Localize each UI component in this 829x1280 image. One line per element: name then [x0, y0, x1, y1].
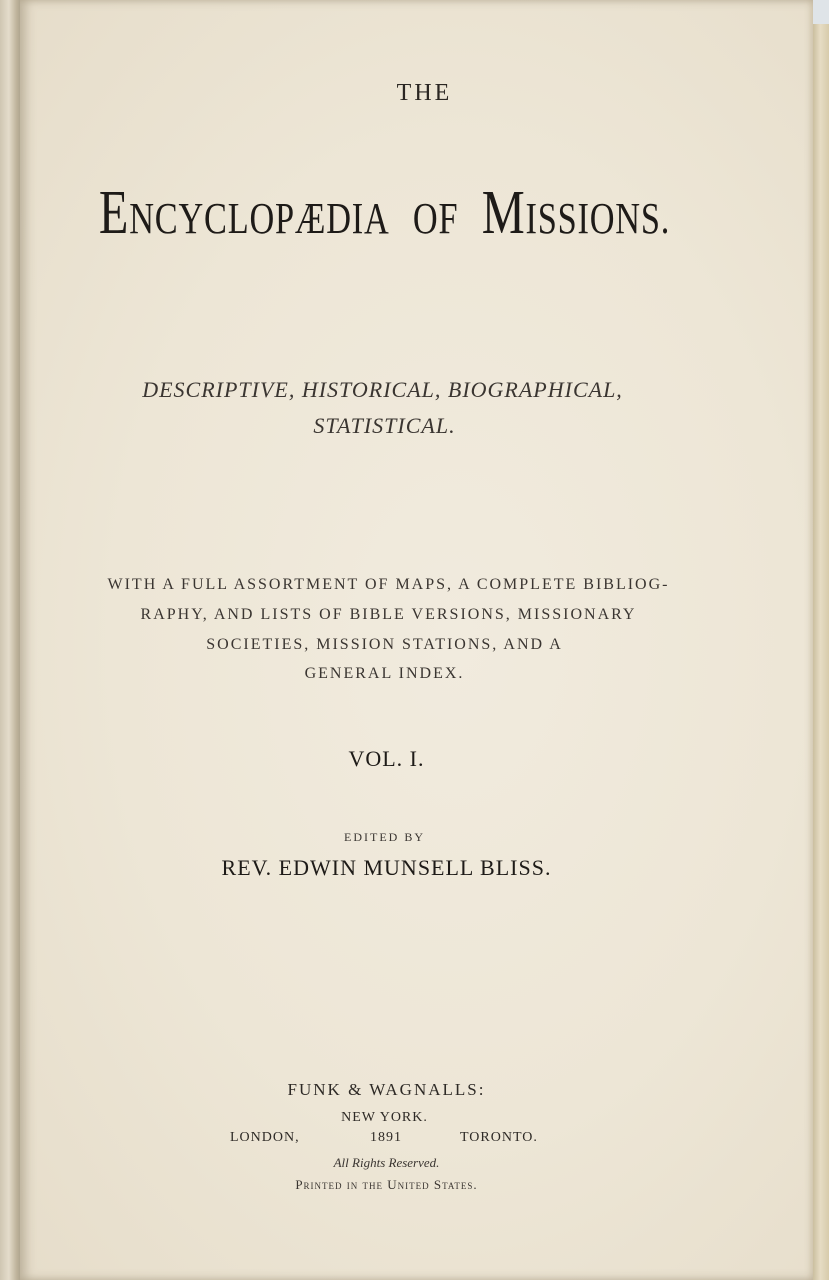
book-title: [75, 178, 694, 254]
title-word-encyclopaedia: NCYCLOPÆDIA: [129, 194, 390, 243]
printed-notice-text: Printed in the United States.: [295, 1177, 478, 1192]
title-word-of: OF: [412, 194, 459, 243]
city-new-york: NEW YORK.: [341, 1110, 428, 1125]
title-word-missions: ISSIONS.: [525, 194, 671, 243]
city-toronto: TORONTO.: [460, 1130, 538, 1145]
edited-by-label: EDITED BY: [344, 830, 425, 844]
description-line-3: SOCIETIES, MISSION STATIONS, AND A: [206, 636, 563, 653]
subtitle-line-2: STATISTICAL.: [313, 413, 456, 438]
publication-year: 1891: [370, 1130, 402, 1145]
subtitle-line-1: DESCRIPTIVE, HISTORICAL, BIOGRAPHICAL,: [142, 377, 623, 402]
printed-notice: [0, 1177, 783, 1193]
volume-number: VOL. I.: [348, 746, 425, 771]
description-line-1: WITH A FULL ASSORTMENT OF MAPS, A COMPLETE BIBLIOG-: [107, 576, 670, 593]
title-article: THE: [396, 80, 453, 106]
publisher-name: FUNK & WAGNALLS:: [287, 1080, 486, 1099]
imprint-cities-row: [230, 1130, 560, 1150]
description-line-2: RAPHY, AND LISTS OF BIBLE VERSIONS, MISSIONARY: [140, 606, 637, 623]
page-stack-edge: [813, 0, 829, 1280]
editor-name: REV. EDWIN MUNSELL BLISS.: [221, 855, 552, 880]
title-initial-e: E: [98, 179, 130, 247]
city-london: LONDON,: [230, 1130, 300, 1145]
rights-notice: All Rights Reserved.: [333, 1155, 440, 1170]
description-line-4: GENERAL INDEX.: [304, 665, 465, 682]
title-page: [20, 0, 813, 1280]
title-initial-m: M: [481, 179, 526, 247]
